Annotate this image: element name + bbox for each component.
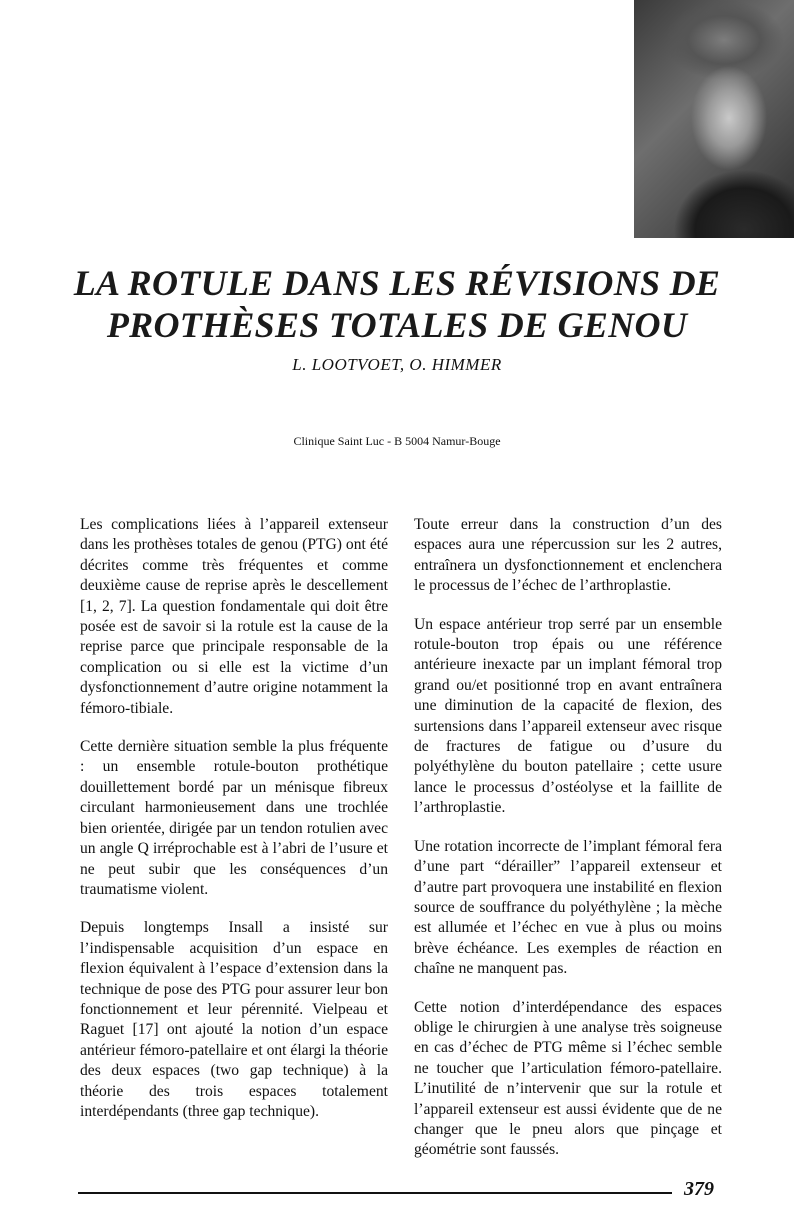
- paragraph: Une rotation incorrecte de l’implant fémoral fera d’une part “dérailler” l’appareil extenseur et d’autre part provoquera une instabilité en flexion source de souffrance du polyéthylène ; la mèche est allumée et l’échec en vue à plus ou moins brève échéance. Les exemples de réaction en chaîne ne manquent pas.: [414, 837, 722, 978]
- left-text-column: [80, 515, 388, 1140]
- paragraph: Cette notion d’interdépendance des espaces oblige le chirurgien à une analyse très soigneuse en cas d’échec de PTG même si l’échec semble ne toucher que l’articulation fémoro-patellaire. L’inutilité de n’intervenir que sur la rotule et l’appareil extenseur est aussi évidente que de ne changer que le pneu alors que pinçage et géométrie sont faussés.: [414, 998, 722, 1159]
- article-title-line-2: PROTHÈSES TOTALES DE GENOU: [106, 305, 688, 345]
- footer-rule: [78, 1192, 672, 1194]
- author-portrait-photo: [634, 0, 794, 238]
- article-authors: L. LOOTVOET, O. HIMMER: [292, 355, 502, 374]
- paragraph: Depuis longtemps Insall a insisté sur l’indispensable acquisition d’un espace en flexion équivalent à l’espace d’extension dans la technique de pose des PTG pour assurer leur bon fonctionnement et leur pérennité. Vielpeau et Raguet [17] ont ajouté la notion d’un espace antérieur fémoro-patellaire et ont élargi la théorie des deux espaces (two gap technique) à la théorie des trois espaces totalement interdépendants (three gap technique).: [80, 919, 388, 1120]
- right-text-column: [414, 515, 722, 1179]
- paragraph: Cette dernière situation semble la plus fréquente : un ensemble rotule-bouton prothétique douillettement bordé par un ménisque fibreux circulant harmonieusement dans une trochlée bien orientée, dirigée par un tendon rotulien avec un angle Q irréprochable est à l’abri de l’usure et ne peut subir que les conséquences d’un traumatisme violent.: [80, 738, 388, 898]
- article-title: [0, 262, 794, 346]
- author-affiliation: Clinique Saint Luc - B 5004 Namur-Bouge: [293, 434, 501, 448]
- article-title-line-1: LA ROTULE DANS LES RÉVISIONS DE: [73, 263, 721, 303]
- paragraph: Les complications liées à l’appareil extenseur dans les prothèses totales de genou (PTG) ont été décrites comme très fréquentes et comme deuxième cause de reprise après le descellement [1, 2, 7]. La question fondamentale qui doit être posée est de savoir si la rotule est la cause de la reprise parce que principale responsable de la complication ou si elle est la victime d’un dysfonctionnement d’autre origine notamment la fémoro-tibiale.: [80, 516, 388, 717]
- page-number: 379: [684, 1178, 714, 1200]
- paragraph: Un espace antérieur trop serré par un ensemble rotule-bouton trop épais ou une référence antérieure inexacte par un implant fémoral trop grand ou/et positionné trop en avant entraînera une diminution de la capacité de flexion, des surtensions dans l’appareil extenseur avec risque de fractures de fatigue ou d’usure du polyéthylène du bouton patellaire ; cette usure lance le processus d’ostéolyse et la faillite de l’arthroplastie.: [414, 615, 722, 817]
- paragraph: Toute erreur dans la construction d’un des espaces aura une répercussion sur les 2 autres, entraînera un dysfonctionnement et enclenchera le processus de l’échec de l’arthroplastie.: [414, 516, 722, 595]
